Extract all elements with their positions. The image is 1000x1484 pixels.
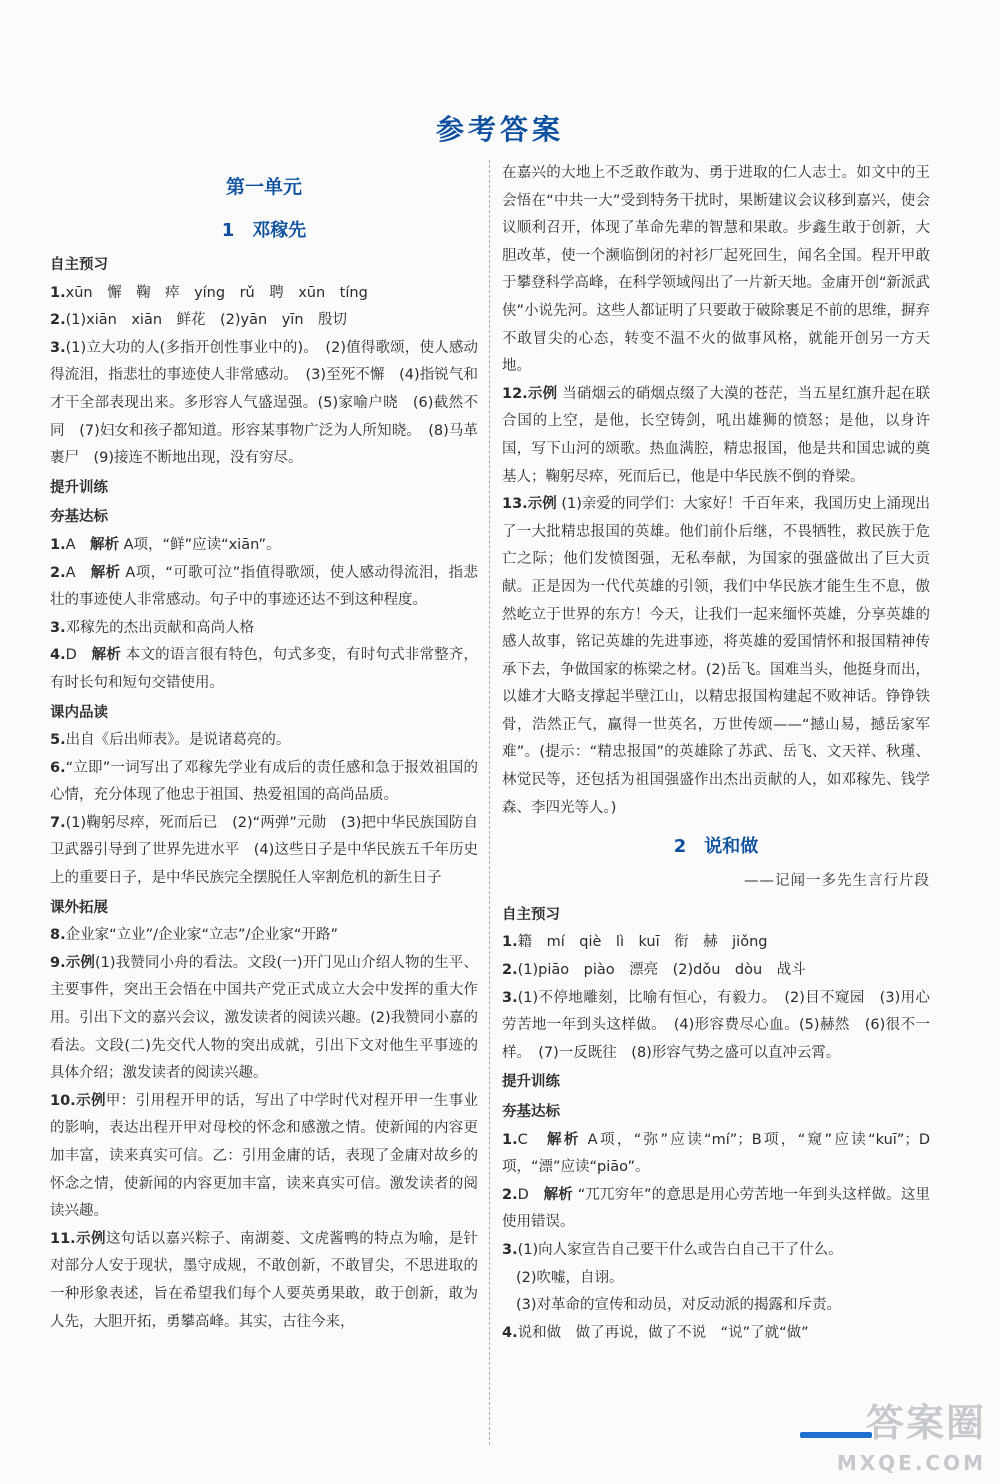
answer-item: 6.“立即”一词写出了邓稼先学业有成后的责任感和急于报效祖国的心情，充分体现了他忠于祖国、热爱祖国的高尚品质。: [50, 759, 478, 804]
answer-item: 13.示例 (1)亲爱的同学们：大家好！千百年来，我国历史上涌现出了一大批精忠报国的英雄。他们前仆后继，不畏牺牲，救民族于危亡之际；他们发愤图强，无私奉献，为国家的强盛做出了巨大贡献。正是因为一代代英雄的引领，我们中华民族才能生生不息，傲然屹立于世界的东方！今天，让我们一起来缅怀英雄，分享英雄的感人故事，铭记英雄的先进事迹，将英雄的爱国情怀和报国精神传承下去，争做国家的栋梁之材。(2)岳飞。国难当头，他挺身而出，以雄才大略支撑起半壁江山，以精忠报国构建起不败神话。铮铮铁骨，浩然正气，赢得一世英名，万世传颂——“撼山易，撼岳家军难”。(提示：“精忠报国”的英雄除了苏武、岳飞、文天祥、秋瑾、林觉民等，还包括为祖国强盛作出杰出贡献的人，如邓稼先、钱学森、李四光等人。): [502, 496, 931, 816]
section-heading: 提升训练: [50, 479, 108, 496]
answer-item: 5.出自《后出师表》。是说诸葛亮的。: [50, 732, 291, 749]
answer-item: 3.(1)不停地雕刻，比喻有恒心，有毅力。 (2)目不窥园 (3)用心劳苦地一年到头这样做。 (4)形容费尽心血。(5)赫然 (6)很不一样。 (7)一反既往 (8)形容气势之盛可以直冲云霄。: [502, 989, 930, 1061]
section-heading: 课内品读: [50, 704, 108, 721]
preview-list: [50, 280, 478, 473]
section-subheading: 夯基达标: [50, 509, 108, 526]
answer-continuation: 在嘉兴的大地上不乏敢作敢为、勇于进取的仁人志士。如文中的王会悟在“中共一大”受到特务干扰时，果断建议会议移到嘉兴，使会议顺利召开，体现了革命先辈的智慧和果敢。步鑫生敢于创新，大胆改革，使一个濒临倒闭的衬衫厂起死回生，闻名全国。程开甲敢于攀登科学高峰，在科学领域闯出了一片新天地。金庸开创“新派武侠”小说先河。这些人都证明了只要敢于破除裹足不前的思维，摒弃不敢冒尖的心态，转变不温不火的做事风格，就能开创另一方天地。: [502, 165, 931, 375]
answer-item: 9.示例(1)我赞同小舟的看法。文段(一)开门见山介绍人物的生平、主要事件，突出王会悟在中国共产党正式成立大会中发挥的重大作用。引出下文的嘉兴会议，激发读者的阅读兴趣。(2)我赞同小嘉的看法。文段(二)先交代人物的突出成就，引出下文对他生平事迹的具体介绍；激发读者的阅读兴趣。: [50, 954, 479, 1082]
unit-title: 第一单元: [225, 176, 302, 198]
answer-item: 2.D 解析 “兀兀穷年”的意思是用心劳苦地一年到头这样做。这里使用错误。: [502, 1186, 930, 1231]
answer-item: 3.(1)向人家宣告自己要干什么或告白自己干了什么。: [502, 1241, 843, 1258]
answer-item: 2.(1)xiān xiān 鲜花 (2)yān yīn 殷切: [50, 312, 348, 329]
answer-item: 2.(1)piāo piào 漂亮 (2)dǒu dòu 战斗: [502, 962, 806, 979]
section-heading: 提升训练: [502, 1074, 560, 1091]
answer-item: 1.xūn 懈 鞠 瘁 yíng rǔ 聘 xūn tíng: [50, 284, 368, 301]
watermark-url: MXQE.COM: [836, 1451, 986, 1475]
left-column: [50, 160, 478, 1336]
lesson-title: 1 邓稼先: [221, 220, 307, 241]
answer-item: 1.籍 mí qiè lì kuī 衔 赫 jiǒng: [502, 934, 768, 951]
watermark-logo: [786, 1398, 986, 1476]
inclass-list: [50, 727, 478, 893]
answer-item: 3.邓稼先的杰出贡献和高尚人格: [50, 619, 255, 636]
outclass-list: [50, 922, 478, 1336]
answer-item: 4.说和做 做了再说，做了不说 “说”了就“做”: [502, 1324, 809, 1341]
watermark-text: 答案圈: [865, 1400, 986, 1445]
answer-item: 7.(1)鞠躬尽瘁，死而后已 (2)“两弹”元勋 (3)把中华民族国防自卫武器引导到了世界先进水平 (4)这些日子是中华民族五千年历史上的重要日子，是中华民族完全摆脱任人宰割危机的新生日子: [50, 814, 478, 887]
answer-item: 1.C 解析 A项，“弥”应读“mí”；B项，“窥”应读“kuī”；D项，“漂”应读“piāo”。: [502, 1131, 930, 1176]
answer-item: (2)吹嘘，自诩。: [516, 1269, 624, 1286]
right-column: [502, 160, 930, 1347]
answer-item: 2.A 解析 A项，“可歌可泣”指值得歌颂，使人感动得流泪，指悲壮的事迹使人非常感动。句子中的事迹还达不到这种程度。: [50, 564, 478, 609]
section-heading: 自主预习: [50, 257, 108, 273]
lesson-title: 2 说和做: [673, 836, 759, 858]
answer-item: 8.企业家“立业”/企业家“立志”/企业家“开路”: [50, 927, 338, 944]
answer-item: 10.示例甲：引用程开甲的话，写出了中学时代对程开甲一生事业的影响，表达出程开甲对母校的怀念和感激之情。使新闻的内容更加丰富，读来真实可信。乙：引用金庸的话，表现了金庸对故乡的怀念之情，使新闻的内容更加丰富，读来真实可信。激发读者的阅读兴趣。: [50, 1092, 478, 1220]
lesson-subtitle: ——记闻一多先生言行片段: [744, 873, 930, 890]
answer-item: 3.(1)立大功的人(多指开创性事业中的)。 (2)值得歌颂，使人感动得流泪，指悲壮的事迹使人非常感动。 (3)至死不懈 (4)指锐气和才干全部表现出来。多形容人气盛逞强。(5)家喻户晓 (6)截然不同 (7)妇女和孩子都知道。形容某事物广泛为人所知晓。 (8)马革裹尸 (9)接连不断地出现，没有穷尽。: [50, 339, 478, 467]
base-list: [50, 532, 478, 698]
page-title: 参考答案: [435, 113, 564, 146]
section-subheading: 夯基达标: [502, 1104, 560, 1120]
column-divider: [489, 160, 490, 1445]
section-heading: 课外拓展: [50, 899, 108, 916]
answer-item: 12.示例 当硝烟云的硝烟点缀了大漠的苍茫，当五星红旗升起在联合国的上空，是他，长空铸剑，吼出雄狮的愤怒；是他，以身许国，写下山河的颂歌。热血满腔，精忠报国，他是共和国忠诚的奠基人；鞠躬尽瘁，死而后已，他是中华民族不倒的脊梁。: [502, 385, 931, 485]
answer-item: 11.示例这句话以嘉兴粽子、南湖菱、文虎酱鸭的特点为喻，是针对部分人安于现状，墨守成规，不敢创新，不敢冒尖，不思进取的一种形象表述，旨在希望我们每个人要英勇果敢，敢于创新，敢为人先，大胆开拓，勇攀高峰。其实，古往今来，: [50, 1230, 478, 1330]
answer-item: (3)对革命的宣传和动员，对反动派的揭露和斥责。: [516, 1297, 842, 1314]
answer-item: 4.D 解析 本文的语言很有特色，句式多变，有时句式非常整齐，有时长句和短句交错使用。: [50, 647, 479, 691]
section-heading: 自主预习: [502, 906, 560, 923]
answer-item: 1.A 解析 A项，“鲜”应读“xiān”。: [50, 536, 281, 553]
